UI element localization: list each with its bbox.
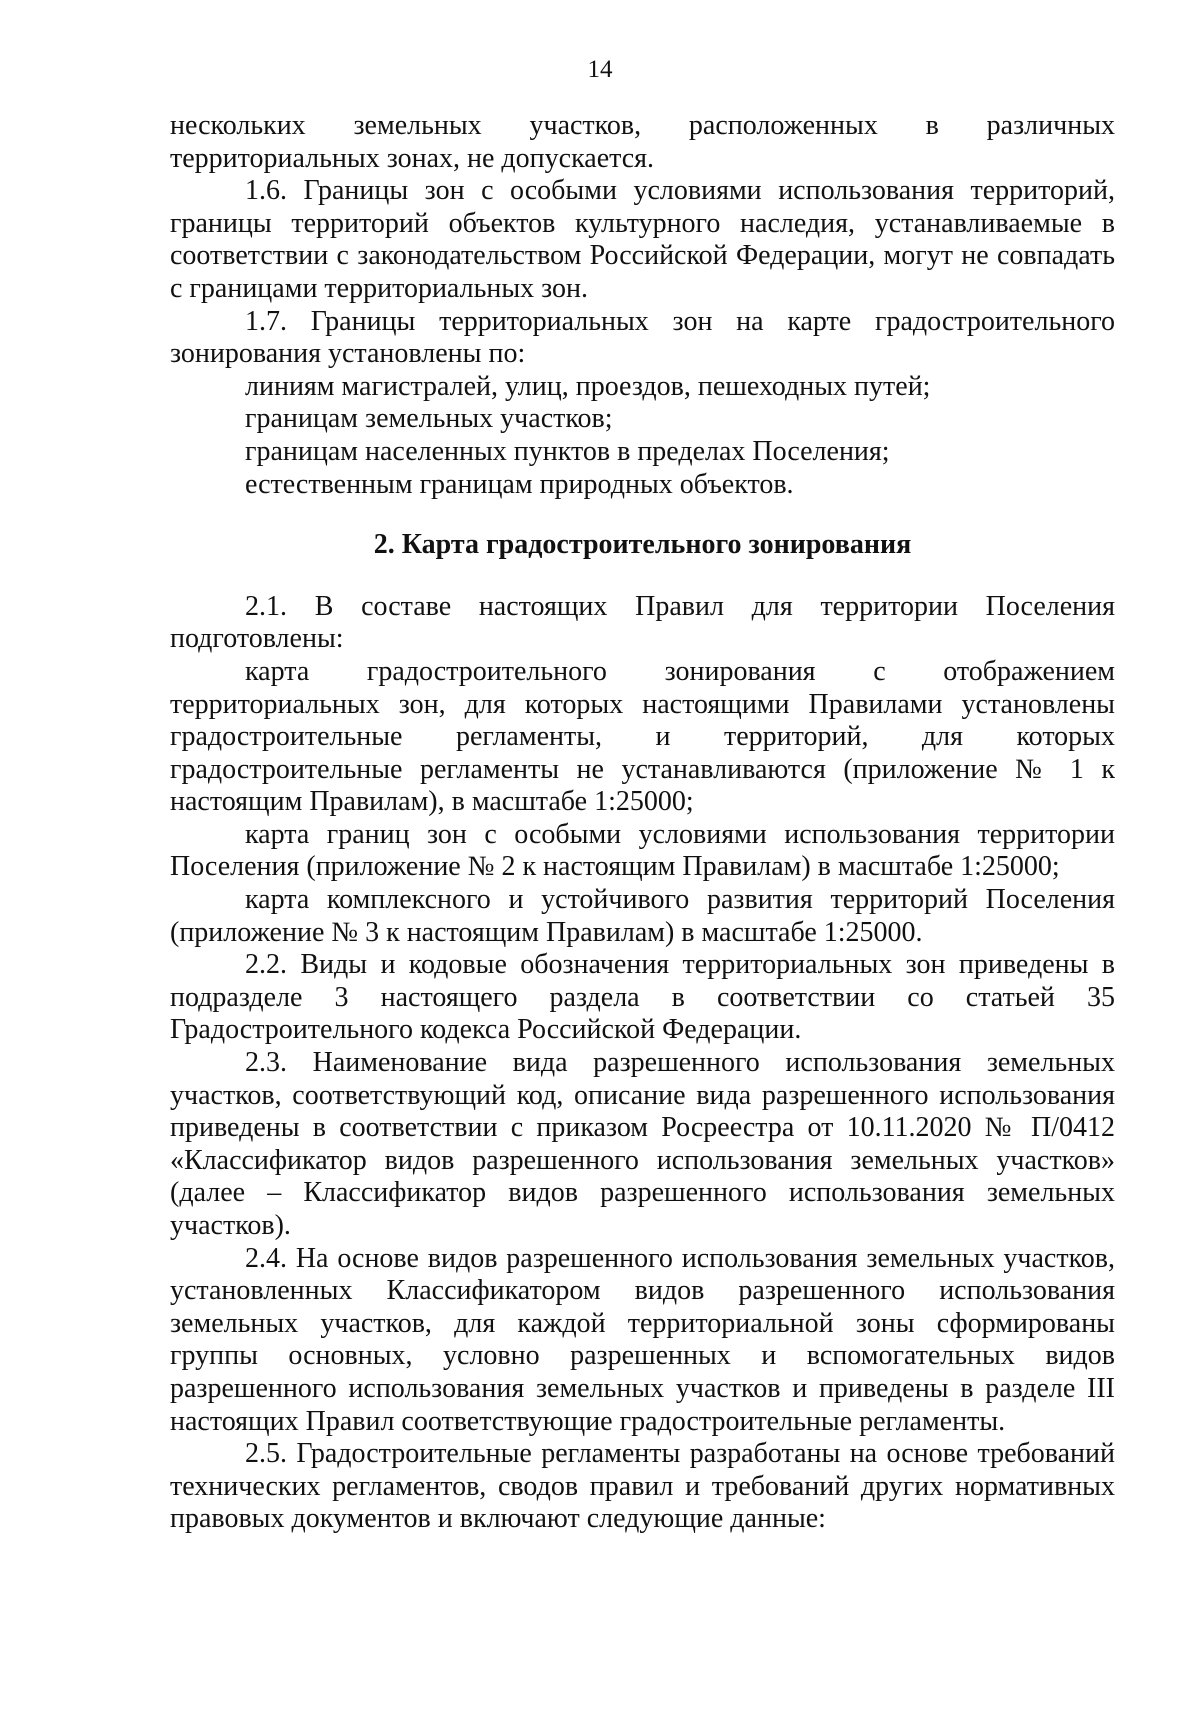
paragraph: 2.1. В составе настоящих Правил для территории Поселения подготовлены: [170,590,1115,655]
section-heading: 2. Карта градостроительного зонирования [373,529,912,561]
paragraph: 2.2. Виды и кодовые обозначения территориальных зон приведены в подразделе 3 настоящего раздела в соответствии со статьей 35 Градостроительного кодекса Российской Федерации. [170,949,1115,1046]
list-item: естественным границам природных объектов. [245,468,794,500]
paragraph: карта комплексного и устойчивого развития территорий Поселения (приложение № 3 к настоящим Правилам) в масштабе 1:25000. [170,884,1115,948]
page-number: 14 [587,56,613,83]
document-body [170,110,1115,1536]
paragraph: 1.7. Границы территориальных зон на карте градостроительного зонирования установлены по: [170,305,1115,370]
list-item: границам населенных пунктов в пределах Поселения; [245,435,890,467]
list-item: линиям магистралей, улиц, проездов, пешеходных путей; [245,370,931,402]
paragraph: карта градостроительного зонирования с отображением территориальных зон, для которых настоящими Правилами установлены градостроительные регламенты, и территорий, для которых градостроительные регламенты не устанавливаются (приложение № 1 к настоящим Правилам), в масштабе 1:25000; [170,655,1115,818]
paragraph: 2.4. На основе видов разрешенного использования земельных участков, установленных Классификатором видов разрешенного использования земельных участков, для каждой территориальной зоны сформированы группы основных, условно разрешенных и вспомогательных видов разрешенного использования земельных участков и приведены в разделе III настоящих Правил соответствующие градостроительные регламенты. [170,1242,1115,1437]
paragraph: 1.6. Границы зон с особыми условиями использования территорий, границы территорий объектов культурного наследия, устанавливаемые в соответствии с законодательством Российской Федерации, могут не совпадать с границами территориальных зон. [170,175,1115,304]
list-item: границам земельных участков; [245,403,613,435]
paragraph: 2.3. Наименование вида разрешенного использования земельных участков, соответствующий код, описание вида разрешенного использования приведены в соответствии с приказом Росреестра от 10.11.2020 № П/0412 «Классификатор видов разрешенного использования земельных участков» (далее – Классификатор видов разрешенного использования земельных участков). [170,1047,1115,1241]
paragraph: 2.5. Градостроительные регламенты разработаны на основе требований технических регламентов, сводов правил и требований других нормативных правовых документов и включают следующие данные: [170,1438,1115,1535]
paragraph: карта границ зон с особыми условиями использования территории Поселения (приложение № 2 к настоящим Правилам) в масштабе 1:25000; [170,818,1115,883]
paragraph: нескольких земельных участков, расположенных в различных территориальных зонах, не допускается. [170,110,1115,174]
